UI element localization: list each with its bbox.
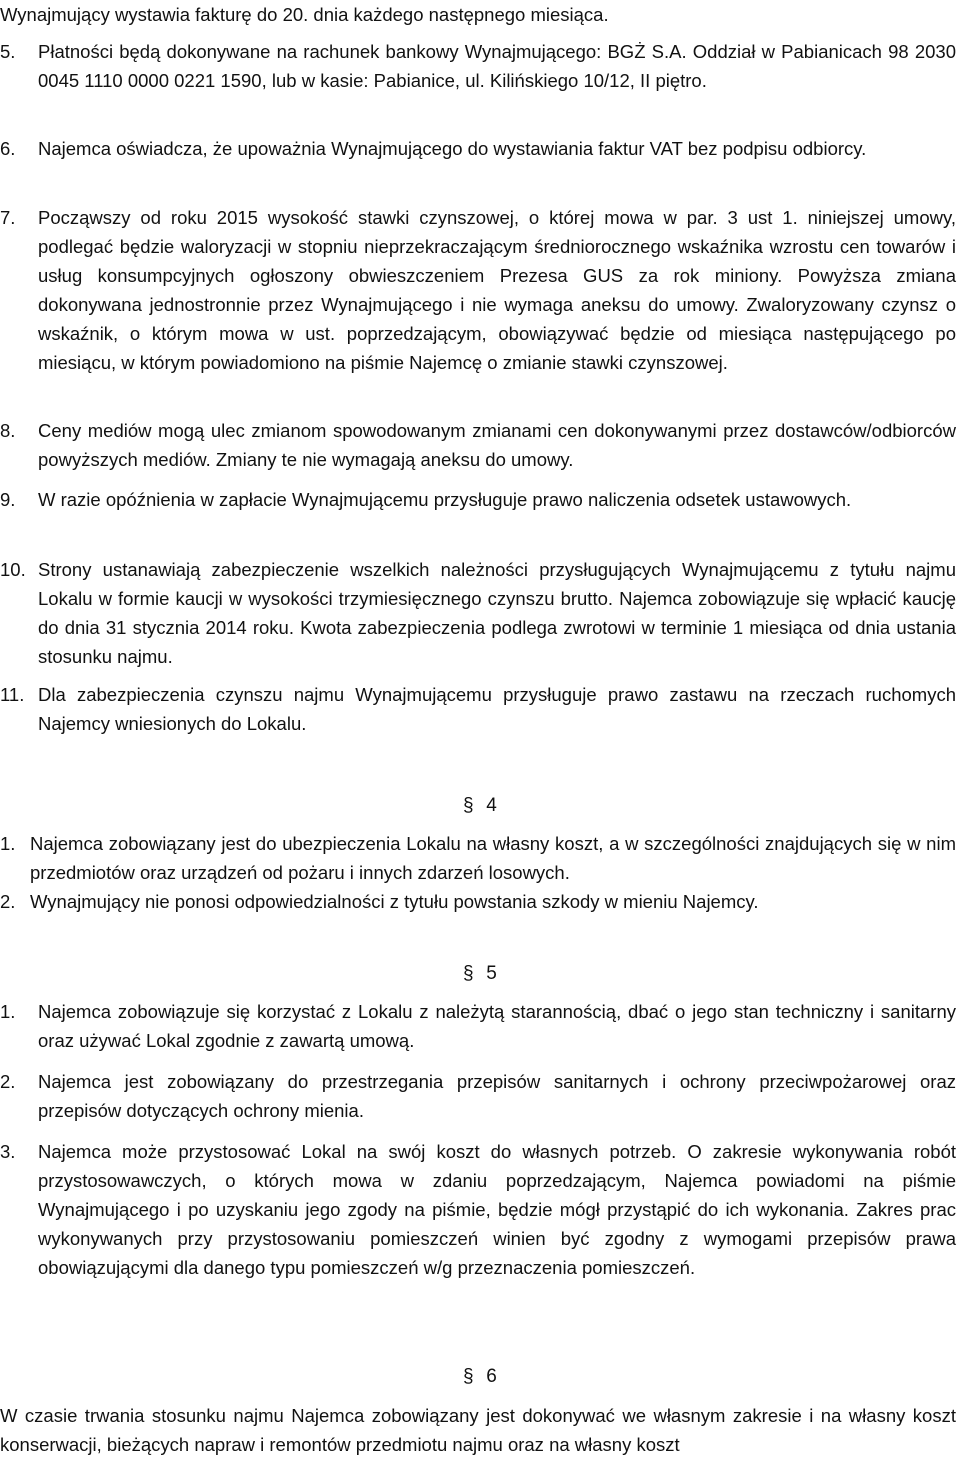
paragraph-sign: § [463,963,474,984]
clause-9 [0,485,956,514]
clause-number: 6. [0,138,16,159]
item-text: Najemca może przystosować Lokal na swój koszt do własnych potrzeb. O zakresie wykonywania robót przystosowawczych, o których mowa w zdaniu poprzedzającym, Najemca powiadomi na piśmie Wynajmującego i po uzyskaniu jego zgody na piśmie, będzie mógł przystąpić do ich wykonania. Zakres prac wykonywanych przy przystosowaniu pomieszczeń winien być zgodny z wymogami przepisów prawa obowiązującymi dla danego typu pomieszczeń w/g przeznaczenia pomieszczeń. [38,1141,956,1278]
item-text: Najemca zobowiązany jest do ubezpieczenia Lokalu na własny koszt, a w szczególności znajdujących się w nim przedmiotów oraz urządzeń od pożaru i innych zdarzeń losowych. [30,833,956,883]
s4-item-1 [0,829,956,887]
s6-paragraph: W czasie trwania stosunku najmu Najemca zobowiązany jest dokonywać we własnym zakresie i na własny koszt konserwacji, bieżących napraw i remontów przedmiotu najmu oraz na własny koszt [0,1405,956,1455]
clause-number: 7. [0,207,16,228]
item-number: 3. [0,1141,16,1162]
s5-item-3 [0,1137,956,1282]
item-number: 1. [0,1001,16,1022]
section-number: 5 [486,963,497,984]
s4-item-2 [0,887,956,916]
section-number: 4 [486,795,497,816]
clause-11 [0,680,956,738]
s5-item-1 [0,997,956,1055]
clause-6 [0,134,956,163]
section-heading-5 [463,959,497,988]
item-number: 2. [0,891,16,912]
item-text: Najemca jest zobowiązany do przestrzegania przepisów sanitarnych i ochrony przeciwpożarowej oraz przepisów dotyczących ochrony mienia. [38,1071,956,1121]
item-text: Najemca zobowiązuje się korzystać z Lokalu z należytą starannością, dbać o jego stan techniczny i sanitarny oraz używać Lokal zgodnie z zawartą umową. [38,1001,956,1051]
section-heading-4 [463,791,497,820]
clause-5 [0,37,956,95]
clause-10 [0,555,956,671]
section-number: 6 [486,1366,497,1387]
clause-number: 8. [0,420,16,441]
clause-text: Strony ustanawiają zabezpieczenie wszelkich należności przysługujących Wynajmującemu z tytułu najmu Lokalu w formie kaucji w wysokości trzymiesięcznego czynszu brutto. Najemca zobowiązuje się wpłacić kaucję do dnia 31 stycznia 2014 roku. Kwota zabezpieczenia podlega zwrotowi w terminie 1 miesiąca od dnia ustania stosunku najmu. [38,559,956,667]
clause-number: 9. [0,489,16,510]
clause-8 [0,416,956,474]
clause-text: W razie opóźnienia w zapłacie Wynajmującemu przysługuje prawo naliczenia odsetek ustawowych. [38,489,852,510]
clause-text: Począwszy od roku 2015 wysokość stawki czynszowej, o której mowa w par. 3 ust 1. niniejszej umowy, podlegać będzie waloryzacji w stopniu nieprzekraczającym średniorocznego wskaźnika wzrostu cen towarów i usług konsumpcyjnych ogłoszony obwieszczeniem Prezesa GUS za rok miniony. Powyższa zmiana dokonywana jednostronnie przez Wynajmującego i nie wymaga aneksu do umowy. Zwaloryzowany czynsz o wskaźnik, o którym mowa w ust. poprzedzającym, obowiązywać będzie od miesiąca następującego po miesiącu, w którym powiadomiono na piśmie Najemcę o zmianie stawki czynszowej. [38,207,956,373]
s5-item-2 [0,1067,956,1125]
clause-number: 10. [0,559,26,580]
item-number: 1. [0,833,16,854]
clause-number: 5. [0,41,16,62]
clause-text: Najemca oświadcza, że upoważnia Wynajmującego do wystawiania faktur VAT bez podpisu odbiorcy. [38,138,867,159]
clause-text: Ceny mediów mogą ulec zmianom spowodowanym zmianami cen dokonywanymi przez dostawców/odbiorców powyższych mediów. Zmiany te nie wymagają aneksu do umowy. [38,420,956,470]
clause-7 [0,203,956,377]
clause-text: Dla zabezpieczenia czynszu najmu Wynajmującemu przysługuje prawo zastawu na rzeczach ruchomych Najemcy wniesionych do Lokalu. [38,684,956,734]
paragraph-sign: § [463,795,474,816]
item-text: Wynajmujący nie ponosi odpowiedzialności z tytułu powstania szkody w mieniu Najemcy. [30,891,759,912]
item-number: 2. [0,1071,16,1092]
line-invoice-deadline: Wynajmujący wystawia fakturę do 20. dnia każdego następnego miesiąca. [0,4,609,25]
clause-text: Płatności będą dokonywane na rachunek bankowy Wynajmującego: BGŻ S.A. Oddział w Pabianicach 98 2030 0045 1110 0000 0221 1590, lub w kasie: Pabianice, ul. Kilińskiego 10/12, II piętro. [38,41,956,91]
clause-number: 11. [0,684,25,705]
section-heading-6 [463,1362,497,1391]
paragraph-sign: § [463,1366,474,1387]
